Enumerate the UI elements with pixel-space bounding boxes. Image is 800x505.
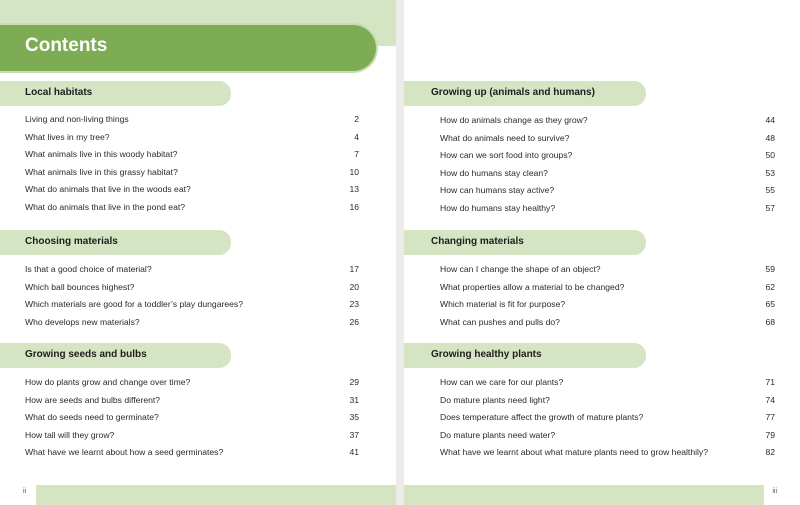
entry-title: How can we care for our plants? bbox=[440, 377, 564, 387]
entry-title: Is that a good choice of material? bbox=[25, 264, 152, 274]
section-heading-changing-materials bbox=[404, 230, 646, 255]
entry-page: 59 bbox=[765, 264, 775, 274]
toc-entry[interactable] bbox=[440, 165, 775, 183]
toc-entry[interactable] bbox=[440, 261, 775, 279]
toc-entry[interactable] bbox=[25, 146, 359, 164]
entry-page: 29 bbox=[349, 377, 359, 387]
left-page bbox=[0, 0, 396, 505]
entry-title: How can humans stay active? bbox=[440, 185, 555, 195]
entry-title: What do animals need to survive? bbox=[440, 132, 570, 143]
entry-page: 26 bbox=[349, 316, 359, 327]
entry-title: What do seeds need to germinate? bbox=[25, 412, 159, 422]
book-gutter bbox=[396, 0, 404, 505]
toc-entry[interactable] bbox=[25, 129, 359, 147]
entry-title: Does temperature affect the growth of mature plants? bbox=[440, 412, 644, 422]
entry-title: Who develops new materials? bbox=[25, 316, 140, 327]
toc-entry[interactable] bbox=[440, 182, 775, 200]
toc-entry[interactable] bbox=[440, 130, 775, 148]
toc-entry[interactable] bbox=[25, 279, 359, 297]
toc-entry[interactable] bbox=[25, 392, 359, 410]
entry-page: 7 bbox=[354, 149, 359, 159]
entry-title: What do animals that live in the woods eat? bbox=[25, 184, 191, 194]
entry-title: Which materials are good for a toddler’s play dungarees? bbox=[25, 299, 243, 309]
entry-list bbox=[25, 261, 359, 331]
entry-title: What have we learnt about how a seed germinates? bbox=[25, 447, 224, 457]
entry-page: 2 bbox=[354, 114, 359, 124]
entry-page: 50 bbox=[765, 150, 775, 160]
footer-band bbox=[404, 485, 764, 505]
entry-title: How do animals change as they grow? bbox=[440, 115, 588, 125]
entry-page: 17 bbox=[349, 264, 359, 274]
entry-title: What lives in my tree? bbox=[25, 131, 110, 142]
entry-list bbox=[440, 261, 775, 331]
section-heading-label: Changing materials bbox=[431, 236, 524, 247]
entry-title: How do humans stay clean? bbox=[440, 167, 548, 178]
entry-page: 16 bbox=[349, 201, 359, 212]
toc-entry[interactable] bbox=[440, 296, 775, 314]
entry-page: 48 bbox=[765, 132, 775, 143]
toc-entry[interactable] bbox=[25, 261, 359, 279]
entry-page: 4 bbox=[354, 131, 359, 142]
entry-page: 57 bbox=[765, 202, 775, 213]
page-title: Contents bbox=[25, 35, 108, 56]
entry-title: How can I change the shape of an object? bbox=[440, 264, 601, 274]
toc-entry[interactable] bbox=[440, 444, 775, 462]
entry-title: How can we sort food into groups? bbox=[440, 150, 573, 160]
entry-page: 13 bbox=[349, 184, 359, 194]
section-heading-label: Growing seeds and bulbs bbox=[25, 349, 147, 360]
entry-page: 62 bbox=[765, 281, 775, 292]
entry-title: Do mature plants need water? bbox=[440, 429, 556, 440]
title-banner bbox=[0, 25, 376, 71]
toc-entry[interactable] bbox=[25, 199, 359, 217]
toc-entry[interactable] bbox=[440, 427, 775, 445]
toc-entry[interactable] bbox=[25, 314, 359, 332]
toc-entry[interactable] bbox=[440, 314, 775, 332]
entry-title: How do humans stay healthy? bbox=[440, 202, 556, 213]
entry-page: 31 bbox=[349, 394, 359, 405]
entry-page: 44 bbox=[765, 115, 775, 125]
entry-list bbox=[25, 374, 359, 462]
toc-entry[interactable] bbox=[25, 296, 359, 314]
entry-title: How do plants grow and change over time? bbox=[25, 377, 191, 387]
entry-page: 20 bbox=[349, 281, 359, 292]
toc-entry[interactable] bbox=[25, 181, 359, 199]
section-heading-growing-up bbox=[404, 81, 646, 106]
toc-entry[interactable] bbox=[25, 374, 359, 392]
toc-entry[interactable] bbox=[440, 392, 775, 410]
entry-page: 77 bbox=[765, 412, 775, 422]
entry-title: What properties allow a material to be changed? bbox=[440, 281, 625, 292]
entry-title: Living and non-living things bbox=[25, 114, 129, 124]
entry-page: 68 bbox=[765, 316, 775, 327]
entry-page: 82 bbox=[765, 447, 775, 457]
section-heading-choosing-materials bbox=[0, 230, 231, 255]
toc-entry[interactable] bbox=[440, 409, 775, 427]
section-heading-label: Local habitats bbox=[25, 87, 93, 98]
entry-list bbox=[25, 111, 359, 216]
toc-entry[interactable] bbox=[440, 374, 775, 392]
entry-title: What animals live in this woody habitat? bbox=[25, 149, 178, 159]
page-number: ii bbox=[23, 488, 27, 495]
entry-list bbox=[440, 374, 775, 462]
entry-title: What do animals that live in the pond eat? bbox=[25, 201, 186, 212]
entry-page: 37 bbox=[349, 429, 359, 440]
entry-title: What animals live in this grassy habitat? bbox=[25, 166, 178, 177]
entry-title: What can pushes and pulls do? bbox=[440, 316, 560, 327]
section-heading-label: Choosing materials bbox=[25, 236, 118, 247]
entry-title: How tall will they grow? bbox=[25, 429, 115, 440]
toc-entry[interactable] bbox=[440, 147, 775, 165]
toc-entry[interactable] bbox=[25, 444, 359, 462]
entry-title: Which ball bounces highest? bbox=[25, 281, 135, 292]
entry-page: 65 bbox=[765, 299, 775, 309]
entry-page: 53 bbox=[765, 167, 775, 178]
section-heading-label: Growing healthy plants bbox=[431, 349, 542, 360]
entry-title: Which material is fit for purpose? bbox=[440, 299, 566, 309]
toc-entry[interactable] bbox=[25, 111, 359, 129]
toc-entry[interactable] bbox=[440, 200, 775, 218]
entry-page: 79 bbox=[765, 429, 775, 440]
section-heading-label: Growing up (animals and humans) bbox=[431, 87, 595, 98]
section-heading-growing-seeds bbox=[0, 343, 231, 368]
entry-page: 41 bbox=[349, 447, 359, 457]
page-number: iii bbox=[772, 488, 777, 495]
footer-band bbox=[36, 485, 396, 505]
entry-title: How are seeds and bulbs different? bbox=[25, 394, 161, 405]
entry-page: 35 bbox=[349, 412, 359, 422]
entry-page: 23 bbox=[349, 299, 359, 309]
entry-page: 74 bbox=[765, 394, 775, 405]
toc-entry[interactable] bbox=[25, 409, 359, 427]
toc-entry[interactable] bbox=[440, 112, 775, 130]
section-heading-growing-healthy-plants bbox=[404, 343, 646, 368]
entry-page: 10 bbox=[349, 166, 359, 177]
section-heading-local-habitats bbox=[0, 81, 231, 106]
toc-entry[interactable] bbox=[25, 427, 359, 445]
toc-entry[interactable] bbox=[25, 164, 359, 182]
entry-page: 55 bbox=[765, 185, 775, 195]
toc-entry[interactable] bbox=[440, 279, 775, 297]
entry-page: 71 bbox=[765, 377, 775, 387]
entry-title: Do mature plants need light? bbox=[440, 394, 550, 405]
entry-list bbox=[440, 112, 775, 217]
entry-title: What have we learnt about what mature plants need to grow healthily? bbox=[440, 447, 708, 457]
right-page bbox=[404, 0, 800, 505]
